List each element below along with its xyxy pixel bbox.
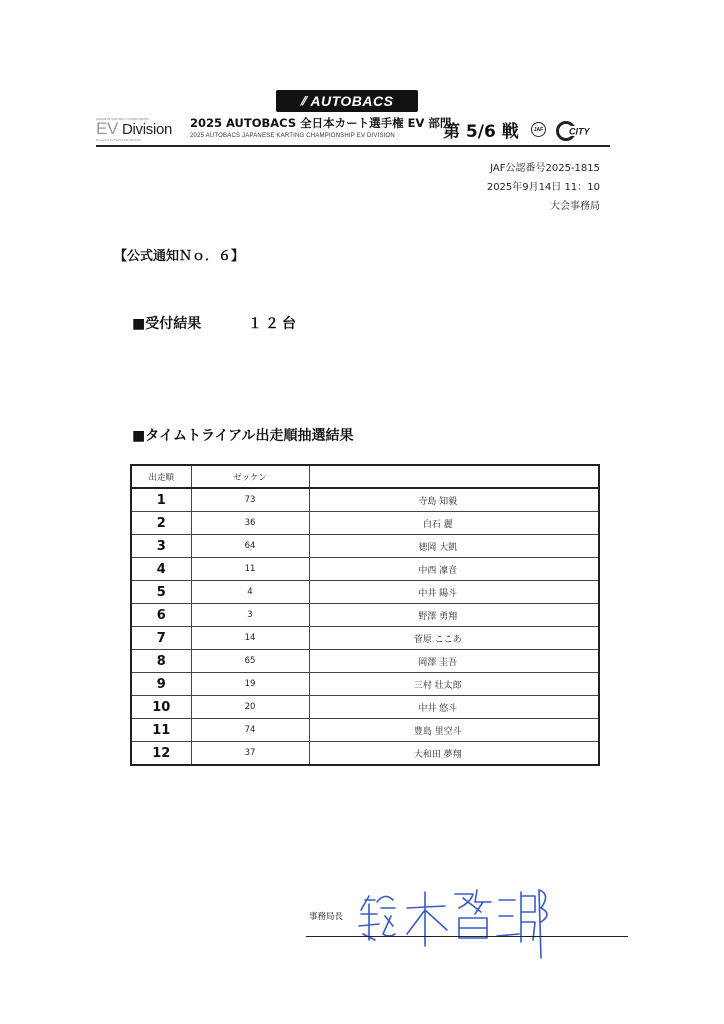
event-subtitle: 2025 AUTOBACS JAPANESE KARTING CHAMPIONSHIP EV DIVISION: [190, 133, 395, 139]
table-row: [131, 627, 599, 650]
driver-name-cell: [309, 673, 599, 696]
driver-name-cell: [309, 512, 599, 535]
start-order-cell: 1: [131, 488, 191, 512]
bib-number-cell: 36: [191, 512, 309, 535]
start-order-cell: 3: [131, 535, 191, 558]
bib-number-cell: 4: [191, 581, 309, 604]
driver-name: 豊島 里空斗: [413, 726, 462, 737]
ev-logo-small-text: JAPANESE KARTING CHAMPIONSHIP: [96, 117, 149, 121]
secretary-general-label: 事務局長: [309, 912, 344, 922]
header-divider: [96, 145, 610, 147]
signature-line: [306, 936, 628, 937]
ev-logo-ev: EV: [96, 119, 119, 138]
round-label: 第 5/6 戦: [443, 122, 519, 142]
driver-name-cell: [309, 742, 599, 766]
notice-title: 【公式通知Ｎｏ．６】: [114, 249, 245, 264]
reception-count: １２台: [248, 316, 299, 332]
jaf-emblem-icon: JAF: [531, 122, 546, 137]
header-bib-number: ゼッケン: [191, 465, 309, 488]
start-order-table: [130, 464, 600, 766]
draw-result-heading: ■タイムトライアル出走順抽選結果: [132, 428, 354, 444]
driver-name-cell: [309, 558, 599, 581]
start-order-cell: 8: [131, 650, 191, 673]
start-order-cell: 6: [131, 604, 191, 627]
bib-number-cell: 11: [191, 558, 309, 581]
driver-name-cell: [309, 604, 599, 627]
table-row: [131, 696, 599, 719]
start-order-cell: 4: [131, 558, 191, 581]
city-logo: [555, 120, 599, 142]
driver-name-cell: [309, 696, 599, 719]
driver-name-cell: [309, 488, 599, 512]
autobacs-logo: [276, 90, 418, 112]
table-row: [131, 488, 599, 512]
start-order-cell: 2: [131, 512, 191, 535]
driver-name: 中井 陽斗: [418, 588, 458, 599]
issue-datetime: 2025年9月14日 11：10: [486, 182, 600, 193]
header-driver-name: [309, 465, 599, 488]
table-row: [131, 581, 599, 604]
start-order-cell: 7: [131, 627, 191, 650]
handwritten-signature: [355, 878, 555, 968]
bib-number-cell: 19: [191, 673, 309, 696]
start-order-cell: 10: [131, 696, 191, 719]
driver-name: 野澤 勇翔: [418, 611, 458, 622]
bib-number-cell: 3: [191, 604, 309, 627]
driver-name: 岡澤 圭吾: [418, 657, 458, 668]
bib-number-cell: 20: [191, 696, 309, 719]
driver-name-cell: [309, 650, 599, 673]
driver-name: 寺島 知毅: [418, 496, 458, 507]
table-row: [131, 650, 599, 673]
city-logo-text: CITY: [569, 126, 590, 137]
driver-name: 大和田 夢翔: [413, 749, 462, 760]
header-start-order: 出走順: [131, 465, 191, 488]
table-row: [131, 558, 599, 581]
bib-number-cell: 37: [191, 742, 309, 766]
start-order-cell: 9: [131, 673, 191, 696]
driver-name: 中井 悠斗: [418, 703, 458, 714]
start-order-cell: 11: [131, 719, 191, 742]
autobacs-logo-text: AUTOBACS: [310, 93, 394, 109]
event-title: 2025 AUTOBACS 全日本カート選手権 EV 部門: [190, 116, 452, 130]
ev-division-logo: [96, 117, 186, 147]
bib-number-cell: 74: [191, 719, 309, 742]
driver-name: 徳岡 大凱: [418, 542, 458, 553]
start-order-cell: 5: [131, 581, 191, 604]
table-row: [131, 673, 599, 696]
table-row: [131, 742, 599, 766]
table-row: [131, 719, 599, 742]
driver-name: 菅原 ここあ: [413, 634, 462, 645]
jaf-approval-number: JAF公認番号2025-1815: [490, 163, 600, 174]
driver-name-cell: [309, 719, 599, 742]
bib-number-cell: 73: [191, 488, 309, 512]
table-row: [131, 512, 599, 535]
table-row: [131, 604, 599, 627]
driver-name: 三村 壮太郎: [413, 680, 462, 691]
start-order-cell: 12: [131, 742, 191, 766]
bib-number-cell: 14: [191, 627, 309, 650]
reception-result-heading: ■受付結果: [132, 316, 202, 332]
ev-logo-powered-by: Powered by ELECTRIC MOTOR: [96, 138, 141, 142]
autobacs-stripes-icon: ⫽: [300, 93, 307, 108]
issuer: 大会事務局: [550, 201, 600, 212]
table-row: [131, 535, 599, 558]
bib-number-cell: 65: [191, 650, 309, 673]
driver-name: 白石 麗: [422, 519, 453, 530]
table-header-row: [131, 465, 599, 488]
bib-number-cell: 64: [191, 535, 309, 558]
driver-name-cell: [309, 627, 599, 650]
ev-logo-division: Division: [121, 121, 173, 138]
driver-name-cell: [309, 535, 599, 558]
driver-name: 中西 凜音: [418, 565, 458, 576]
driver-name-cell: [309, 581, 599, 604]
